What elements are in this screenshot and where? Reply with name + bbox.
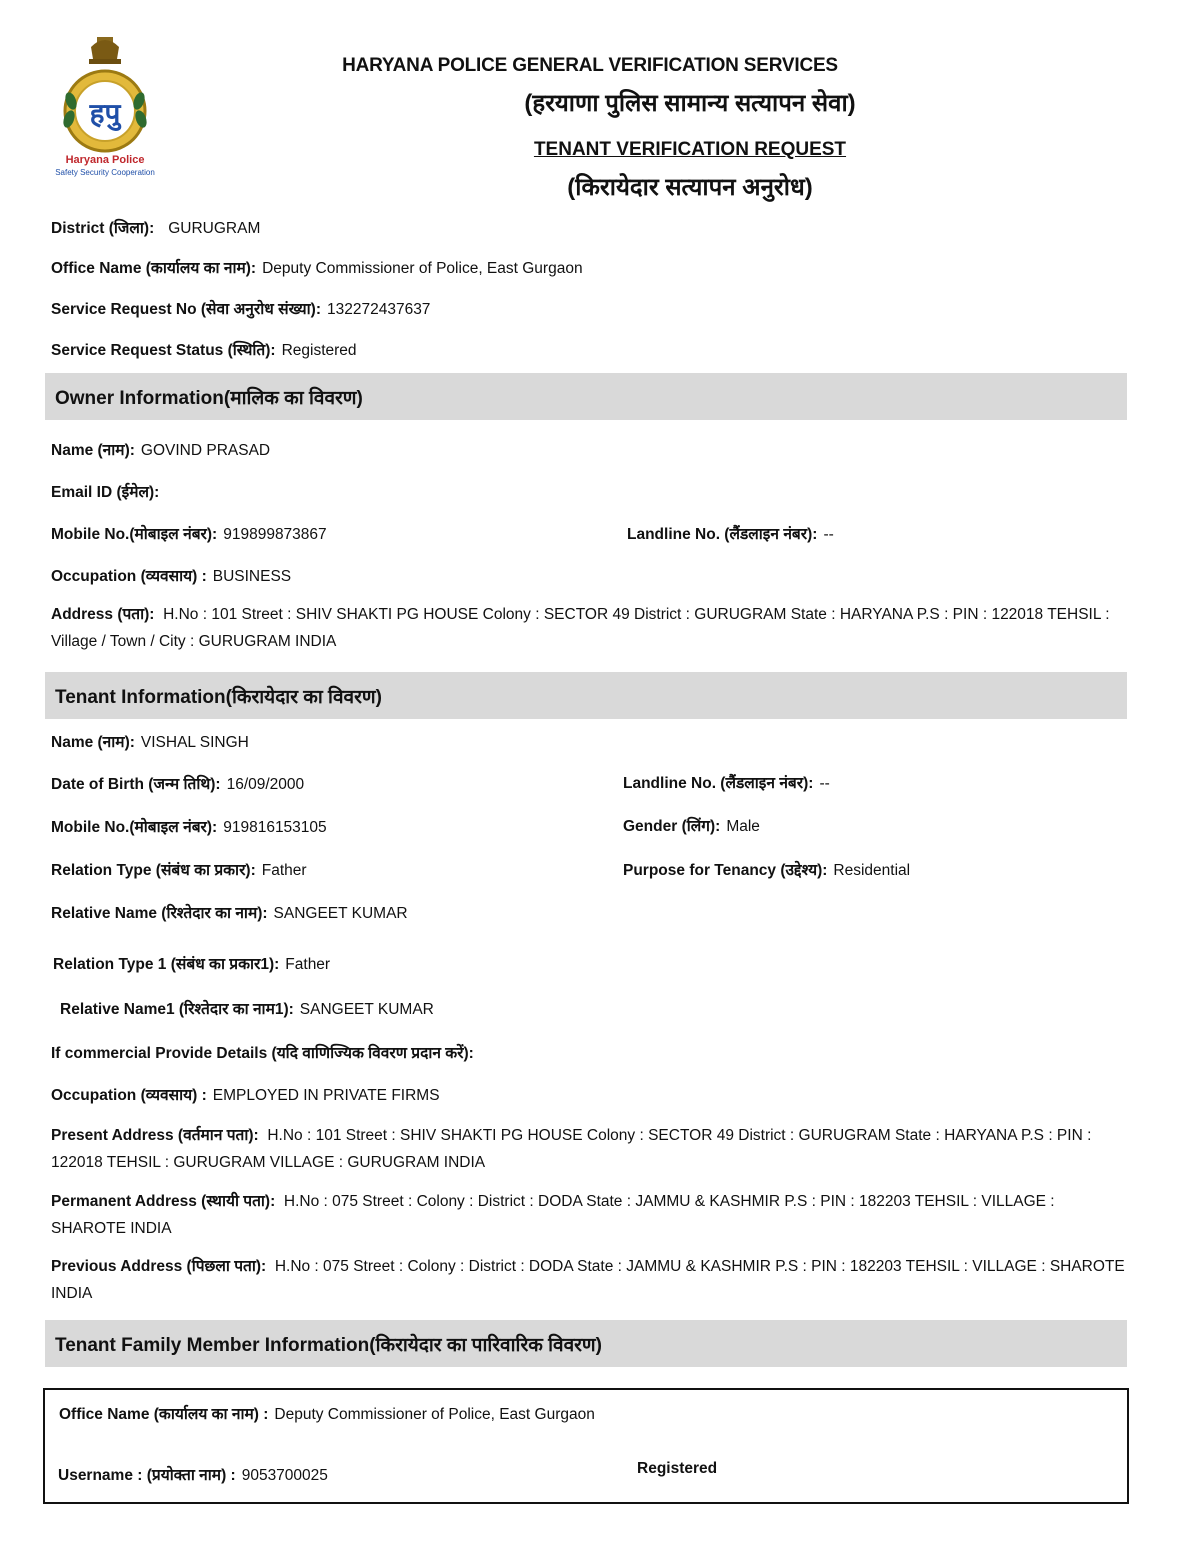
header-title-en: HARYANA POLICE GENERAL VERIFICATION SERVICES: [342, 55, 838, 76]
tenant-present-address-field: Present Address (वर्तमान पता): H.No : 101 Street : SHIV SHAKTI PG HOUSE Colony : SECTOR 49 District : GURUGRAM State : HARYANA P.S : PIN : 122018 TEHSIL : GURUGRAM VILLAGE : GURUGRAM INDIA: [51, 1127, 1092, 1171]
family-section-title: Tenant Family Member Information(किरायेदार का पारिवारिक विवरण): [55, 1335, 602, 1356]
tenant-relation1-field: Relation Type 1 (संबंध का प्रकार1): Father: [53, 956, 331, 973]
tenant-dob-field: Date of Birth (जन्म तिथि): 16/09/2000: [51, 776, 305, 793]
footer-office-field: Office Name (कार्यालय का नाम) : Deputy Commissioner of Police, East Gurgaon: [59, 1406, 595, 1423]
tenant-commercial-field: If commercial Provide Details (यदि वाणिज्यिक विवरण प्रदान करें):: [51, 1045, 474, 1062]
owner-landline-value: --: [823, 526, 834, 543]
footer-box: [43, 1388, 1129, 1504]
tenant-purpose-field: Purpose for Tenancy (उद्देश्य): Residential: [623, 862, 911, 879]
office-value: Deputy Commissioner of Police, East Gurgaon: [262, 260, 583, 277]
footer-status: [637, 1460, 717, 1478]
owner-landline-field: Landline No. (लैंडलाइन नंबर): --: [627, 526, 834, 543]
tenant-relation-field: Relation Type (संबंध का प्रकार): Father: [51, 862, 307, 879]
tenant-occupation-value: EMPLOYED IN PRIVATE FIRMS: [212, 1087, 440, 1104]
logo-monogram: हपु: [89, 97, 121, 130]
tenant-gender-value: Male: [726, 818, 760, 835]
footer-office-value: Deputy Commissioner of Police, East Gurgaon: [274, 1406, 595, 1423]
owner-occupation-field: Occupation (व्यवसाय) : BUSINESS: [51, 568, 292, 585]
district-value: GURUGRAM: [168, 220, 261, 237]
tenant-relative1-field: Relative Name1 (रिश्तेदार का नाम1): SANGEET KUMAR: [60, 1001, 434, 1018]
tenant-relative1-value: SANGEET KUMAR: [299, 1001, 434, 1018]
owner-mobile-value: 919899873867: [223, 526, 327, 543]
header-subtitle-en: TENANT VERIFICATION REQUEST: [533, 139, 847, 160]
footer-username-value: 9053700025: [241, 1467, 328, 1484]
status-value: Registered: [281, 342, 357, 359]
tenant-dob-value: 16/09/2000: [226, 776, 305, 793]
tenant-mobile-field: Mobile No.(मोबाइल नंबर): 919816153105: [51, 819, 327, 836]
owner-email-field: Email ID (ईमेल):: [51, 484, 160, 501]
logo-tagline: Safety Security Cooperation: [55, 168, 155, 177]
owner-mobile-field: Mobile No.(मोबाइल नंबर): 919899873867: [51, 526, 327, 543]
tenant-previous-address-field: Previous Address (पिछला पता): H.No : 075 Street : Colony : District : DODA State : JAMMU & KASHMIR P.S : PIN : 182203 TEHSIL : VILLAGE : SHAROTE INDIA: [51, 1258, 1125, 1302]
footer-username-field: Username : (प्रयोक्ता नाम) : 9053700025: [58, 1467, 328, 1484]
header-subtitle-hi: (किरायेदार सत्यापन अनुरोध): [567, 174, 813, 201]
family-section-header: [45, 1320, 1127, 1367]
service-request-no-value: 132272437637: [326, 301, 431, 318]
tenant-relative-value: SANGEET KUMAR: [273, 905, 408, 922]
office-field: Office Name (कार्यालय का नाम): Deputy Commissioner of Police, East Gurgaon: [51, 260, 583, 277]
police-emblem-icon: [55, 33, 175, 183]
owner-name-field: Name (नाम): GOVIND PRASAD: [51, 442, 271, 459]
tenant-purpose-value: Residential: [833, 862, 911, 879]
header-title-hi: (हरयाणा पुलिस सामान्य सत्यापन सेवा): [524, 90, 856, 117]
tenant-relative-field: Relative Name (रिश्तेदार का नाम): SANGEET KUMAR: [51, 905, 408, 922]
tenant-relation1-value: Father: [285, 956, 331, 973]
owner-address-value: H.No : 101 Street : SHIV SHAKTI PG HOUSE Colony : SECTOR 49 District : GURUGRAM State : HARYANA P.S : PIN : 122018 TEHSIL : Village / Town / City : GURUGRAM INDIA: [51, 606, 1110, 650]
tenant-section-title: Tenant Information(किरायेदार का विवरण): [55, 687, 382, 708]
owner-address-field: Address (पता): H.No : 101 Street : SHIV SHAKTI PG HOUSE Colony : SECTOR 49 District : GURUGRAM State : HARYANA P.S : PIN : 122018 TEHSIL : Village / Town / City : GURUGRAM INDIA: [51, 606, 1110, 650]
owner-section-title: Owner Information(मालिक का विवरण): [55, 388, 363, 409]
tenant-permanent-address-field: Permanent Address (स्थायी पता): H.No : 075 Street : Colony : District : DODA State : JAMMU & KASHMIR P.S : PIN : 182203 TEHSIL : VILLAGE : SHAROTE INDIA: [51, 1193, 1055, 1237]
tenant-landline-field: Landline No. (लैंडलाइन नंबर): --: [623, 775, 830, 792]
service-request-status-field: Service Request Status (स्थिति): Registered: [51, 342, 357, 359]
tenant-name-field: Name (नाम): VISHAL SINGH: [51, 734, 249, 751]
tenant-section-header: [45, 672, 1127, 719]
logo-name: Haryana Police: [65, 154, 145, 166]
tenant-permanent-address-value: H.No : 075 Street : Colony : District : DODA State : JAMMU & KASHMIR P.S : PIN : 182203 TEHSIL : VILLAGE : SHAROTE INDIA: [51, 1193, 1055, 1237]
tenant-present-address-value: H.No : 101 Street : SHIV SHAKTI PG HOUSE Colony : SECTOR 49 District : GURUGRAM State : HARYANA P.S : PIN : 122018 TEHSIL : GURUGRAM VILLAGE : GURUGRAM INDIA: [51, 1127, 1092, 1171]
tenant-occupation-field: Occupation (व्यवसाय) : EMPLOYED IN PRIVATE FIRMS: [51, 1087, 440, 1104]
tenant-relation-value: Father: [261, 862, 307, 879]
footer-status-value: Registered: [637, 1460, 718, 1477]
tenant-landline-value: --: [819, 775, 830, 792]
owner-name-value: GOVIND PRASAD: [140, 442, 271, 459]
haryana-police-logo: [55, 33, 175, 183]
service-request-no-field: Service Request No (सेवा अनुरोध संख्या): 132272437637: [51, 301, 431, 318]
tenant-gender-field: Gender (लिंग): Male: [623, 818, 760, 835]
tenant-name-value: VISHAL SINGH: [140, 734, 249, 751]
owner-occupation-value: BUSINESS: [212, 568, 292, 585]
tenant-previous-address-value: H.No : 075 Street : Colony : District : DODA State : JAMMU & KASHMIR P.S : PIN : 182203 TEHSIL : VILLAGE : SHAROTE INDIA: [51, 1258, 1125, 1302]
district-field: District (जिला): GURUGRAM: [51, 220, 261, 237]
owner-section-header: [45, 373, 1127, 420]
tenant-mobile-value: 919816153105: [223, 819, 327, 836]
